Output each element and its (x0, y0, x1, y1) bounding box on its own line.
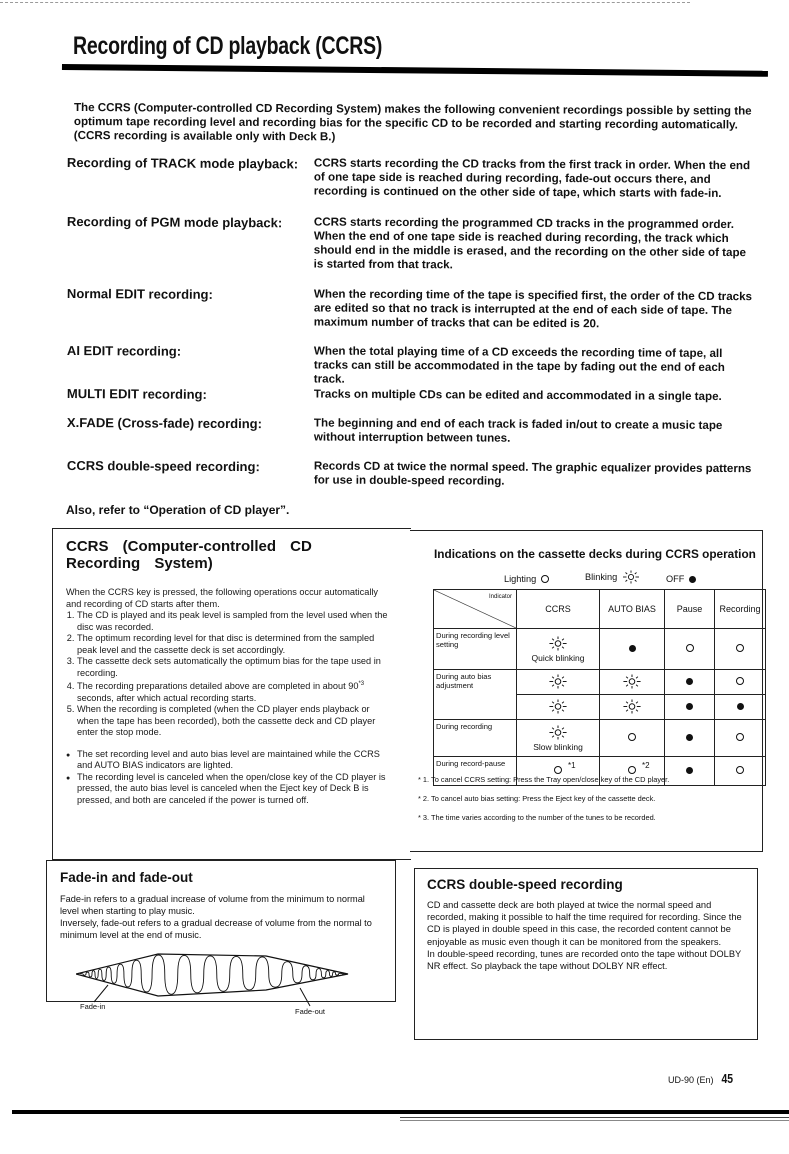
corner-label: Indicator (488, 594, 512, 600)
cell-note: Slow blinking (533, 741, 583, 752)
ccrs-heading: CCRS (Computer-controlled CD Recording System) (66, 538, 312, 572)
model-label: UD-90 (En) (668, 1075, 714, 1085)
cell-auto-bias (600, 720, 665, 757)
ccrs-bullets (66, 749, 388, 807)
table-header-row (434, 590, 766, 629)
cell-pause (665, 670, 715, 695)
cell-recording (715, 629, 766, 670)
row-label: During auto bias adjustment (434, 670, 517, 720)
row-label: During recording (434, 720, 517, 757)
blinking-icon (517, 636, 599, 653)
lighting-icon (554, 766, 562, 774)
cell-recording (715, 695, 766, 720)
blinking-icon (600, 674, 664, 691)
lighting-icon (628, 766, 636, 774)
feature-label: Recording of TRACK mode playback: (66, 155, 299, 172)
indications-heading: Indications on the cassette decks during CCRS operation (434, 547, 756, 561)
feature-desc: Records CD at twice the normal speed. The graphic equalizer provides patterns for use in double-speed recording. (313, 459, 752, 488)
feature-row (67, 155, 767, 201)
fade-heading: Fade-in and fade-out (60, 870, 193, 885)
fade-body (60, 893, 382, 941)
cell-pause (665, 629, 715, 670)
ccrs-steps (66, 610, 388, 739)
feature-row (67, 286, 767, 332)
also-refer-note: Also, refer to “Operation of CD player”. (66, 503, 290, 517)
fade-out-label: Fade-out (295, 1007, 326, 1016)
page-title: Recording of CD playback (CCRS) (73, 32, 383, 60)
fade-text: Inversely, fade-out refers to a gradual decrease of volume from the normal to minimum level at the end of music. (60, 918, 372, 940)
feature-desc: When the recording time of the tape is specified first, the order of the CD tracks are edited so that no track is interrupted at the end of each side of tape. The maximum number of tracks that can be edited is 20. (313, 287, 753, 331)
feature-row (67, 386, 767, 406)
lighting-icon (736, 644, 744, 652)
feature-desc: CCRS starts recording the programmed CD tracks in the programmed order. When the end of one tape side is reached during recording, the track which should end in the middle is erased, and the recording on the other side of tape is started from that track. (313, 215, 747, 272)
feature-label: Normal EDIT recording: (66, 286, 213, 302)
blinking-icon (600, 699, 664, 716)
blinking-icon (517, 699, 599, 716)
legend-off (666, 574, 696, 584)
cell-recording (715, 720, 766, 757)
footnote: * 3. The time varies according to the number of the tunes to be recorded. (418, 813, 656, 822)
ccrs-step: 5. When the recording is completed (when the CD player ends playback or when the tape has been recorded), both the cassette deck and CD player enter the stop mode. (77, 704, 388, 739)
feature-row (67, 415, 767, 447)
lighting-icon (541, 575, 549, 583)
title-rule (62, 64, 768, 77)
double-speed-text: CD and cassette deck are both played at twice the normal speed and recorded, making it possible to half the time required for recording. Since the CD is played in double speed in this case, the recorded content cannot be enjoyable as music even though it can be monitored from the speakers. (427, 900, 742, 947)
col-header: Pause (665, 590, 715, 629)
ccrs-step (77, 679, 388, 704)
feature-label: Recording of PGM mode playback: (66, 214, 283, 231)
off-icon (686, 734, 693, 741)
blinking-icon (622, 570, 640, 584)
off-icon (689, 576, 696, 583)
cell-note: Quick blinking (531, 652, 585, 663)
blinking-icon (517, 674, 599, 691)
legend-lighting (504, 574, 549, 584)
ccrs-step: 2. The optimum recording level for that disc is determined from the sampled peak level and the cassette deck is set accordingly. (77, 633, 388, 656)
col-header: CCRS (517, 590, 600, 629)
bottom-rule (12, 1110, 789, 1114)
off-icon (686, 767, 693, 774)
legend-blinking-label: Blinking (585, 572, 618, 582)
feature-row (67, 458, 767, 490)
lighting-icon (736, 677, 744, 685)
footnote-ref: *2 (642, 761, 650, 770)
cell-pause (665, 695, 715, 720)
ccrs-bullet: ● The recording level is canceled when the open/close key of the CD player is pressed, the auto bias level is canceled when the Eject key of Deck B is pressed, and both are canceled if the power is turned off. (77, 772, 388, 807)
fade-wave (80, 955, 345, 994)
top-dashed-border (0, 2, 690, 3)
cell-pause (665, 720, 715, 757)
intro-paragraph: The CCRS (Computer-controlled CD Recording System) makes the following convenient recordings possible by setting the optimum tape recording level and recording bias for the specific CD to be recorded and starting recording automatically. (CCRS recording is available only with Deck B.) (73, 101, 752, 144)
bottom-rule-secondary (400, 1117, 789, 1121)
ccrs-lead: When the CCRS key is pressed, the following operations occur automatically and recording of CD starts after them. (66, 587, 379, 609)
step4-text-end: seconds, after which actual recording starts. (77, 692, 257, 703)
feature-desc: When the total playing time of a CD exceeds the recording time of tape, all tracks can still be accommodated in the tape by fading out the end of each track. (313, 344, 725, 386)
cell-ccrs (517, 720, 600, 757)
corner-cell (434, 590, 517, 629)
double-speed-heading: CCRS double-speed recording (427, 877, 623, 892)
table-footnotes (418, 775, 763, 832)
off-icon (686, 678, 693, 685)
page-footer (668, 1071, 734, 1086)
ccrs-body (66, 587, 388, 806)
fade-waveform-diagram (76, 952, 356, 1008)
lighting-icon (736, 733, 744, 741)
off-icon (686, 703, 693, 710)
step4-text: The recording preparations detailed above are completed in about 90 (77, 681, 359, 692)
off-icon (629, 645, 636, 652)
indications-table (433, 589, 766, 786)
cell-recording (715, 670, 766, 695)
ccrs-step: 1. The CD is played and its peak level is sampled from the level used when the disc was recorded. (77, 610, 388, 633)
feature-desc: Tracks on multiple CDs can be edited and accommodated in a single tape. (313, 387, 722, 403)
cell-ccrs (517, 695, 600, 720)
lighting-icon (628, 733, 636, 741)
feature-desc: The beginning and end of each track is faded in/out to create a music tape without interruption between tunes. (313, 416, 723, 445)
feature-row (67, 343, 767, 389)
cell-ccrs (517, 629, 600, 670)
table-row (434, 670, 766, 695)
ccrs-bullet: ● The set recording level and auto bias level are maintained while the CCRS and AUTO BIAS indicators are lighted. (77, 749, 388, 772)
footnote: * 1. To cancel CCRS setting: Press the Tray open/close key of the CD player. (418, 775, 670, 784)
cell-auto-bias (600, 695, 665, 720)
fade-text: Fade-in refers to a gradual increase of volume from the minimum to normal level when starting to play music. (60, 894, 365, 916)
off-icon (737, 703, 744, 710)
feature-label: X.FADE (Cross-fade) recording: (66, 415, 263, 432)
lighting-icon (736, 766, 744, 774)
page-number: 45 (720, 1071, 733, 1086)
feature-label: CCRS double-speed recording: (66, 458, 260, 475)
cell-auto-bias (600, 670, 665, 695)
blinking-icon (517, 725, 599, 742)
footnote-ref: *3 (358, 681, 365, 687)
legend-off-label: OFF (666, 574, 685, 584)
table-row (434, 629, 766, 670)
table-row (434, 720, 766, 757)
feature-desc: CCRS starts recording the CD tracks from the first track in order. When the end of one tape side is reached during recording, fade-out occurs there, and recording is continued on the other side of tape, which starts with fade-in. (313, 156, 751, 200)
feature-row (67, 214, 767, 274)
row-label: During record-pause (434, 757, 517, 786)
fade-in-label: Fade-in (80, 1002, 106, 1011)
ccrs-step: 3. The cassette deck sets automatically the optimum bias for the tape used in recording. (77, 656, 388, 679)
feature-label: AI EDIT recording: (66, 343, 182, 359)
fade-out-arrow (300, 988, 310, 1006)
footnote-ref: *1 (568, 761, 576, 770)
cell-auto-bias (600, 629, 665, 670)
row-label: During recording level setting (434, 629, 517, 670)
legend-lighting-label: Lighting (504, 574, 537, 584)
double-speed-text: In double-speed recording, tunes are recorded onto the tape without DOLBY NR effect. So playback the tape without DOLBY NR effect. (427, 948, 742, 972)
fade-in-arrow (94, 985, 108, 1002)
double-speed-body (427, 899, 747, 972)
col-header: AUTO BIAS (600, 590, 665, 629)
feature-label: MULTI EDIT recording: (66, 386, 207, 402)
col-header: Recording (715, 590, 766, 629)
cell-ccrs (517, 670, 600, 695)
lighting-icon (686, 644, 694, 652)
legend-blinking (585, 570, 640, 584)
footnote: * 2. To cancel auto bias setting: Press the Eject key of the cassette deck. (418, 794, 656, 803)
